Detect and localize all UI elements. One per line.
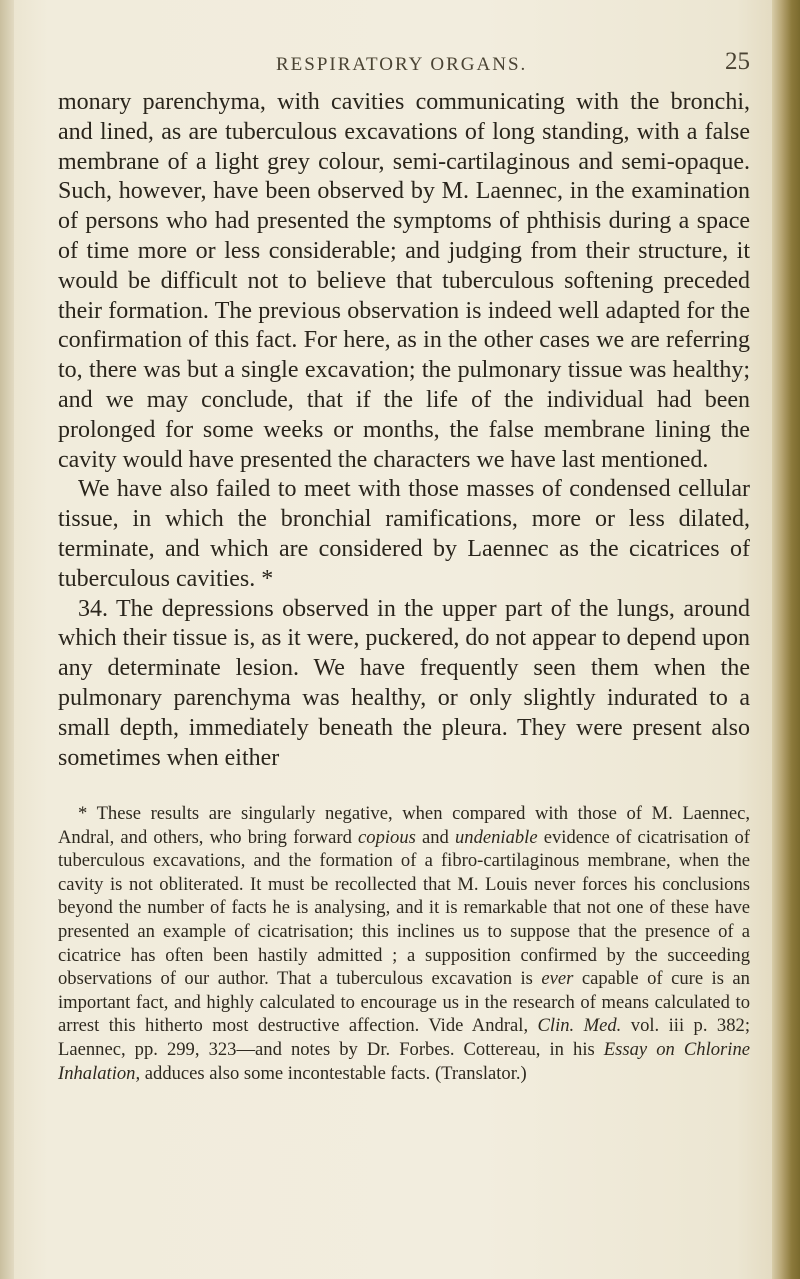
footnote-paragraph bbox=[58, 802, 750, 1085]
page-edge-shadow bbox=[772, 0, 800, 1279]
page-gutter-shadow bbox=[0, 0, 14, 1279]
footnote-text-4: capable of cure is an important fact, and highly calculated to encourage us in the research of means calculated to arrest this hitherto most destructive affection. Vide Andral, bbox=[58, 968, 750, 1037]
footnote-text-3: evidence of cicatrisation of tuberculous excavations, and the formation of a fibro-cartilaginous membrane, when the cavity is not obliterated. It must be recollected that M. Louis never forces his conclusions beyond the number of facts he is analysing, and it is remarkable that not one of these have presented an example of cicatrisation; this inclines us to suppose that the presence of a cicatrice has often been hastily admitted ; a supposition confirmed by the succeeding observations of our author. That a tuberculous excavation is bbox=[58, 826, 750, 990]
footnote-text-5: vol. iii p. 382; Laennec, pp. 299, 323—and notes by Dr. Forbes. Cottereau, in his bbox=[58, 1015, 750, 1060]
footnote-citation-clin-med: Clin. Med. bbox=[537, 1015, 622, 1037]
footnote-text-6: adduces also some incontestable facts. (Translator.) bbox=[140, 1062, 527, 1084]
body-paragraph-1: monary parenchyma, with cavities communicating with the bronchi, and lined, as are tuberculous excavations of long standing, with a false membrane of a light grey colour, semi-cartilaginous and semi-opaque. Such, however, have been observed by M. Laennec, in the examination of persons who had presented the symptoms of phthisis during a space of time more or less considerable; and judging from their structure, it would be difficult not to believe that tuberculous softening preceded their formation. The previous observation is indeed well adapted for the confirmation of this fact. For here, as in the other cases we are referring to, there was but a single excavation; the pulmonary tissue was healthy; and we may conclude, that if the life of the individual had been prolonged for some weeks or months, the false membrane lining the cavity would have presented the characters we have last mentioned. bbox=[58, 89, 750, 473]
footnote-citation-essay: Essay on Chlorine Inhalation, bbox=[58, 1038, 750, 1084]
page-header bbox=[60, 48, 750, 82]
body-paragraph-2: We have also failed to meet with those masses of condensed cellular tissue, in which the bronchial ramifications, more or less dilated, terminate, and which are considered by Laennec as the cicatrices of tuberculous cavities. * bbox=[58, 476, 750, 592]
footnote-emphasis-undeniable: undeniable bbox=[454, 826, 538, 848]
page-number: 25 bbox=[725, 48, 750, 75]
footnote bbox=[58, 802, 750, 1085]
body-text bbox=[58, 88, 750, 773]
footnote-emphasis-copious: copious bbox=[358, 826, 416, 848]
running-head: RESPIRATORY ORGANS. bbox=[276, 54, 528, 75]
footnote-emphasis-ever: ever bbox=[541, 968, 574, 990]
footnote-text-2: and bbox=[415, 826, 455, 848]
footnote-text-1: * These results are singularly negative, when compared with those of M. Laennec, Andral, and others, who bring forward bbox=[58, 803, 750, 848]
body-paragraph-3: 34. The depressions observed in the upper part of the lungs, around which their tissue is, as it were, puckered, do not appear to depend upon any determinate lesion. We have frequently seen them when the pulmonary parenchyma was healthy, or only slightly indurated to a small depth, immediately beneath the pleura. They were present also sometimes when either bbox=[58, 595, 750, 771]
